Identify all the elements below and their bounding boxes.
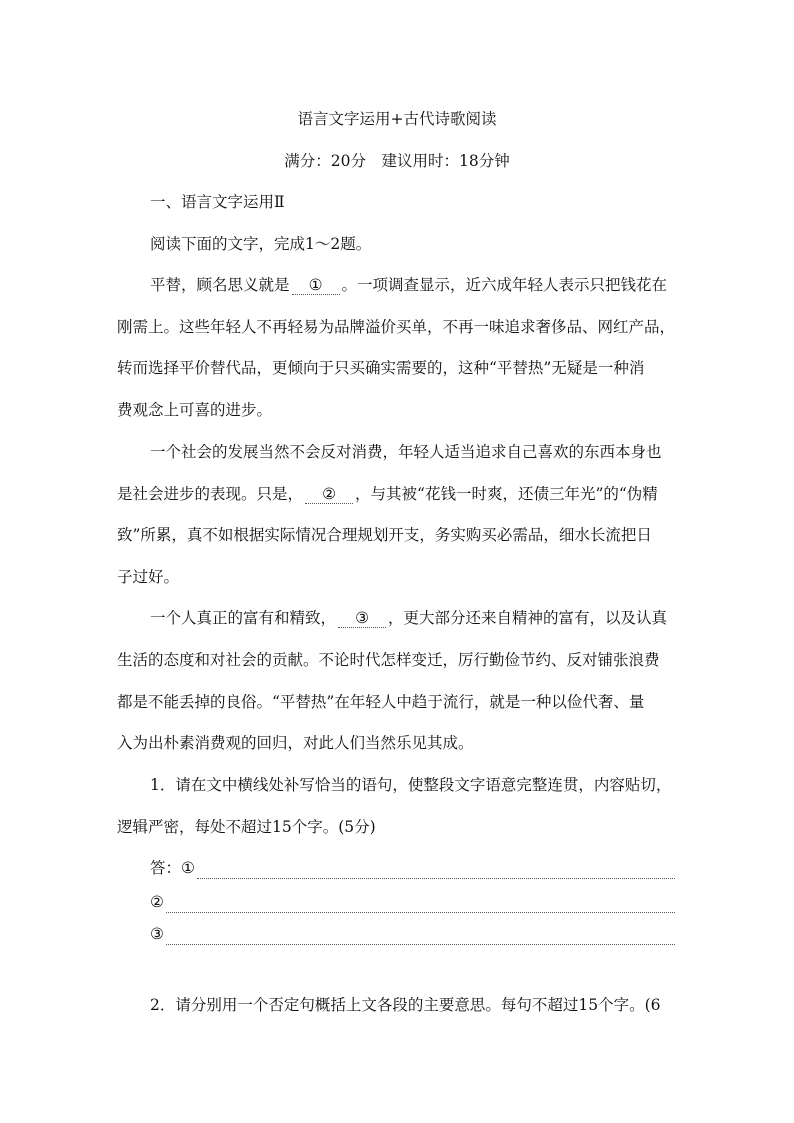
answer-dotted-line bbox=[166, 932, 675, 945]
paragraph-text: ，更大部分还来自精神的富有，以及认真 bbox=[388, 609, 668, 627]
section-heading: 一、语言文字运用Ⅱ bbox=[150, 193, 285, 211]
question-1-line-2: 逻辑严密，每处不超过15个字。(5分) bbox=[117, 818, 376, 836]
paragraph-1-line-3: 转而选择平价替代品，更倾向于只买确实需要的，这种“平替热”无疑是一种消 bbox=[117, 359, 645, 377]
answer-prefix: 答： bbox=[150, 859, 182, 877]
answer-dotted-line bbox=[166, 900, 675, 913]
answer-dotted-line bbox=[197, 866, 675, 879]
paragraph-1-line-1 bbox=[150, 274, 677, 296]
fill-blank-3: ③ bbox=[338, 609, 386, 628]
answer-line-2[interactable] bbox=[150, 891, 675, 913]
answer-line-3[interactable] bbox=[150, 923, 675, 945]
paragraph-text: 平替，顾名思义就是 bbox=[150, 276, 290, 294]
question-2-line-1: 2．请分别用一个否定句概括上文各段的主要意思。每句不超过15个字。(6 bbox=[150, 996, 661, 1014]
fill-blank-2: ② bbox=[305, 485, 353, 504]
paragraph-3-line-4: 入为出朴素消费观的回归，对此人们当然乐见其成。 bbox=[117, 734, 474, 752]
page-title: 语言文字运用+古代诗歌阅读 bbox=[297, 110, 497, 128]
answer-marker-2: ② bbox=[150, 893, 164, 911]
paragraph-2-line-1: 一个社会的发展当然不会反对消费，年轻人适当追求自己喜欢的东西本身也 bbox=[150, 443, 662, 461]
question-1-line-1: 1．请在文中横线处补写恰当的语句，使整段文字语意完整连贯，内容贴切， bbox=[150, 776, 672, 794]
answer-line-1[interactable] bbox=[150, 857, 675, 879]
paragraph-text: 是社会进步的表现。只是， bbox=[117, 485, 304, 503]
answer-marker-1: ① bbox=[181, 859, 195, 877]
page-subtitle: 满分：20分 建议用时：18分钟 bbox=[284, 152, 510, 170]
section-instruction: 阅读下面的文字，完成1～2题。 bbox=[150, 235, 372, 253]
paragraph-text: 一个人真正的富有和精致， bbox=[150, 609, 337, 627]
paragraph-1-line-2: 刚需上。这些年轻人不再轻易为品牌溢价买单，不再一味追求奢侈品、网红产品， bbox=[117, 318, 676, 336]
paragraph-3-line-1 bbox=[150, 607, 667, 629]
paragraph-text: 。一项调查显示，近六成年轻人表示只把钱花在 bbox=[341, 276, 668, 294]
paragraph-3-line-3: 都是不能丢掉的良俗。“平替热”在年轻人中趋于流行，就是一种以俭代奢、量 bbox=[117, 693, 645, 711]
paragraph-2-line-4: 子过好。 bbox=[117, 568, 180, 586]
answer-marker-3: ③ bbox=[150, 925, 164, 943]
paragraph-2-line-3: 致”所累，真不如根据实际情况合理规划开支，务实购买必需品，细水长流把日 bbox=[117, 526, 652, 544]
fill-blank-1: ① bbox=[292, 276, 340, 295]
paragraph-text: ，与其被“花钱一时爽，还债三年光”的“伪精 bbox=[355, 485, 658, 503]
paragraph-3-line-2: 生活的态度和对社会的贡献。不论时代怎样变迁，厉行勤俭节约、反对铺张浪费 bbox=[117, 651, 660, 669]
paragraph-2-line-2 bbox=[117, 483, 658, 505]
paragraph-1-line-4: 费观念上可喜的进步。 bbox=[117, 401, 273, 419]
